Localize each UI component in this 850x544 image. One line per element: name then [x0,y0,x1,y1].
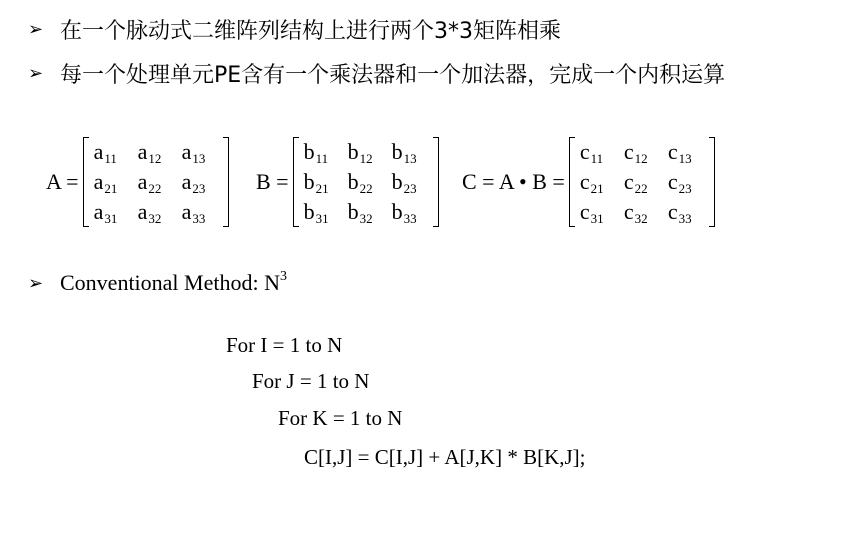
matrix-b-cell: b 23 [391,169,417,196]
code-line-4: C[I,J] = C[I,J] + A[J,K] * B[K,J]; [304,445,586,469]
matrix-a-cell: a 21 [93,169,118,196]
bullet-1-text: 在一个脉动式二维阵列结构上进行两个3*3矩阵相乘 [60,19,561,44]
matrix-a-cell: a 23 [181,169,206,196]
matrix-a-equation [46,136,229,228]
arrowhead-bullet-icon: ➢ [28,63,44,84]
matrix-b-cell: b 22 [347,169,373,196]
matrix-a-cell: a 13 [181,139,206,166]
matrix-b-label: B = [256,169,289,194]
code-line-3: For K = 1 to N [278,406,403,430]
matrix-b-equation [256,136,439,228]
method-label: Conventional Method: $N^3$ [60,268,287,295]
matrix-c-equation [462,136,715,228]
matrix-c-cell: c 21 [579,169,604,196]
matrix-c-cell: c 23 [667,169,692,196]
bullet-2 [28,58,725,89]
matrix-b-cell: b 21 [303,169,329,196]
matrix-c-cell: c 22 [623,169,648,196]
matrix-c-cell: c 32 [623,199,648,226]
matrix-c [569,137,715,227]
matrix-b [293,137,439,227]
code-line-2: For J = 1 to N [252,369,370,393]
matrix-c-cell: c 13 [667,139,692,166]
matrix-a-cell: a 22 [137,169,162,196]
matrix-b-cell: b 13 [391,139,417,166]
matrix-a [83,137,229,227]
matrix-c-cell: c 33 [667,199,692,226]
method-exponent: 3 [279,268,287,284]
bullet-3 [28,270,287,296]
matrix-a-label: A = [46,169,79,194]
matrix-b-cell: b 11 [303,139,329,166]
arrowhead-bullet-icon: ➢ [28,272,44,294]
matrix-a-cell: a 32 [137,199,162,226]
matrix-b-cell: b 31 [303,199,329,226]
matrix-c-cell: c 12 [623,139,648,166]
bullet-2-text: 每一个处理单元PE含有一个乘法器和一个加法器，完成一个内积运算 [60,63,726,88]
matrix-a-cell: a 12 [137,139,162,166]
matrix-c-label: C = A • B = [462,169,565,194]
matrix-c-cell: c 11 [579,139,604,166]
matrix-a-cell: a 33 [181,199,206,226]
matrix-a-cell: a 11 [93,139,117,166]
matrix-c-cell: c 31 [579,199,604,226]
matrix-b-cell: b 32 [347,199,373,226]
code-line-1: For I = 1 to N [226,333,343,357]
matrix-b-cell: b 12 [347,139,373,166]
bullet-1 [28,14,561,45]
arrowhead-bullet-icon: ➢ [28,19,44,40]
matrix-a-cell: a 31 [93,199,118,226]
matrix-b-cell: b 33 [391,199,417,226]
